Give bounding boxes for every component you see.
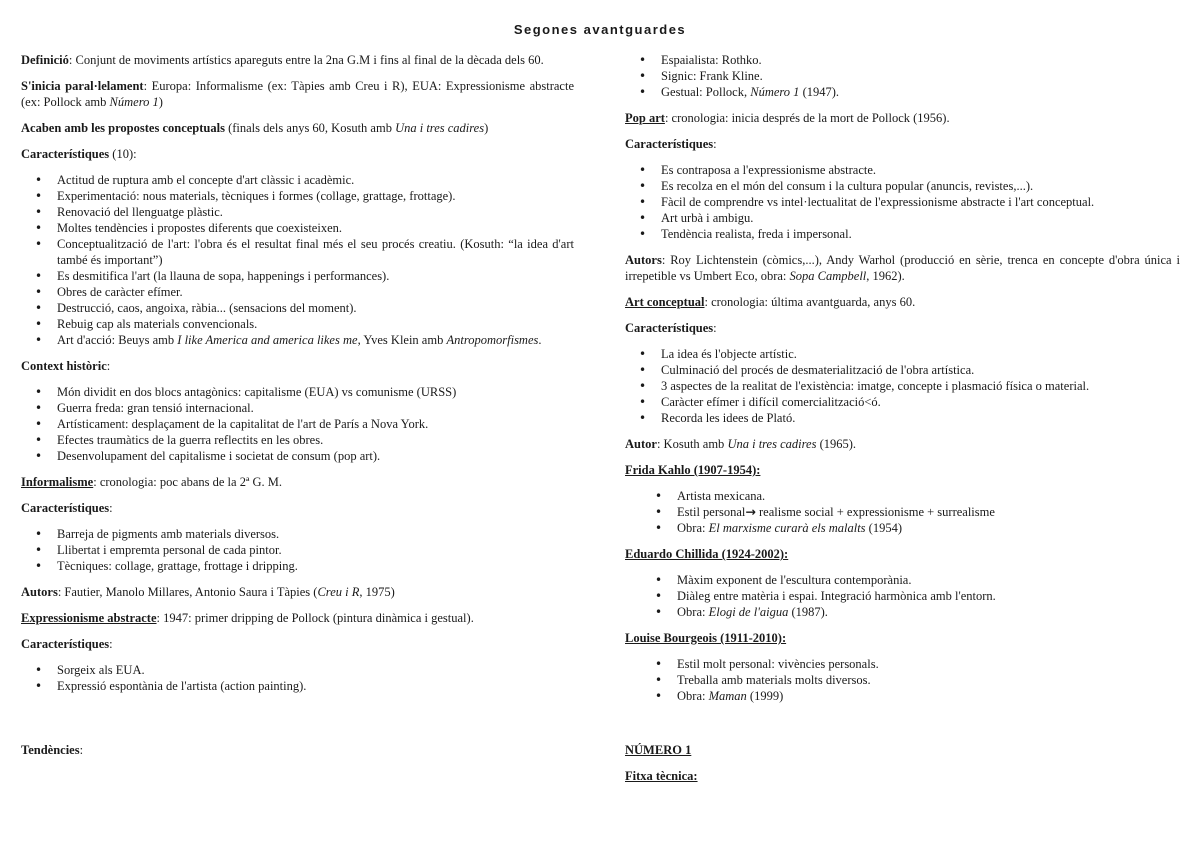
item-text: (1947). <box>799 85 840 99</box>
numero-heading <box>625 742 1180 758</box>
left-column <box>21 52 574 768</box>
numero-label: NÚMERO 1 <box>625 743 692 757</box>
list-item <box>57 332 574 348</box>
conc-caract-colon: : <box>713 321 717 335</box>
item-text: Obra: <box>677 605 709 619</box>
inf-autors-end: , 1975) <box>359 585 395 599</box>
list-item: • Actitud de ruptura amb el concepte d'art clàssic i acadèmic. <box>57 172 574 188</box>
list-item: • Es contraposa a l'expressionisme abstracte. <box>661 162 1180 178</box>
inicia-work: Número 1 <box>109 95 159 109</box>
inf-autors-label: Autors <box>21 585 58 599</box>
expr-caract-colon: : <box>109 637 113 651</box>
list-item <box>677 604 1180 620</box>
list-item: • Guerra freda: gran tensió internacional. <box>57 400 574 416</box>
acaben-label: Acaben amb les propostes conceptuals <box>21 121 225 135</box>
list-item: • Culminació del procés de desmaterialització de l'obra artística. <box>661 362 1180 378</box>
list-item: • Barreja de pigments amb materials diversos. <box>57 526 574 542</box>
list-item: • Moltes tendències i propostes diferents que coexisteixen. <box>57 220 574 236</box>
list-item: • Llibertat i empremta personal de cada pintor. <box>57 542 574 558</box>
inicia-paragraph <box>21 78 574 110</box>
chillida-heading <box>625 546 1180 562</box>
inf-caract-colon: : <box>109 501 113 515</box>
chillida-list <box>625 572 1180 620</box>
art-conceptual-list <box>625 346 1180 426</box>
list-item: • Signic: Frank Kline. <box>661 68 1180 84</box>
list-item: • Renovació del llenguatge plàstic. <box>57 204 574 220</box>
frida-list <box>625 488 1180 536</box>
inf-autors-paragraph <box>21 584 574 600</box>
spacer <box>21 704 574 742</box>
tendencies-heading <box>21 742 574 758</box>
arrow-icon: → <box>745 504 756 519</box>
informalisme-list <box>21 526 574 574</box>
list-item: • La idea és l'objecte artístic. <box>661 346 1180 362</box>
inf-caract-heading <box>21 500 574 516</box>
item-text: Gestual: Pollock, <box>661 85 751 99</box>
item-text: realisme social + expressionisme + surrealisme <box>755 505 995 519</box>
list-item: • Fàcil de comprendre vs intel·lectualitat de l'expressionisme abstracte i l'art conceptual. <box>661 194 1180 210</box>
informalisme-heading <box>21 474 574 490</box>
item-text: Obra: <box>677 689 709 703</box>
work-title: El marxisme curarà els malalts <box>708 521 866 535</box>
item-text: (1954) <box>865 521 902 535</box>
frida-heading <box>625 462 1180 478</box>
informalisme-label: Informalisme <box>21 475 94 489</box>
acaben-paragraph <box>21 120 574 136</box>
item-text: . <box>538 333 542 347</box>
pop-caract-colon: : <box>713 137 717 151</box>
bourgeois-label: Louise Bourgeois (1911-2010): <box>625 631 787 645</box>
pop-autors-paragraph <box>625 252 1180 284</box>
list-item: • 3 aspectes de la realitat de l'existència: imatge, concepte i plasmació física o material. <box>661 378 1180 394</box>
list-item: • Es recolza en el món del consum i la cultura popular (anuncis, revistes,...). <box>661 178 1180 194</box>
caracteristiques-list <box>21 172 574 348</box>
conc-caract-heading <box>625 320 1180 336</box>
conc-autor-paragraph <box>625 436 1180 452</box>
definicio-label: Definició <box>21 53 69 67</box>
conc-autor-end: (1965). <box>816 437 857 451</box>
list-item: • Caràcter efímer i difícil comercialització<ó. <box>661 394 1180 410</box>
work-title: Antropomorfismes <box>446 333 539 347</box>
list-item: • Recorda les idees de Plató. <box>661 410 1180 426</box>
list-item: • Experimentació: nous materials, tècniques i formes (collage, grattage, frottage). <box>57 188 574 204</box>
tendencies-colon: : <box>79 743 84 757</box>
item-text: Estil personal <box>677 505 746 519</box>
page-title: Segones avantguardes <box>513 22 687 37</box>
list-item: • Conceptualització de l'art: l'obra és el resultat final més el seu procés creatiu. (Kosuth: “la idea d'art també és important”) <box>57 236 574 268</box>
bourgeois-heading <box>625 630 1180 646</box>
chillida-label: Eduardo Chillida (1924-2002): <box>625 547 789 561</box>
expr-caract-heading <box>21 636 574 652</box>
inf-autors-text: : Fautier, Manolo Millares, Antonio Saura i Tàpies ( <box>57 585 318 599</box>
pop-autors-text: : Roy Lichtenstein (còmics,...), Andy Warhol (producció en sèrie, trenca en concepte d'obra única i irrepetible vs Umbert Eco, obra: <box>625 253 1180 283</box>
pop-art-label: Pop art <box>625 111 665 125</box>
definicio-paragraph <box>21 52 574 68</box>
list-item: • Tècniques: collage, grattage, frottage i dripping. <box>57 558 574 574</box>
list-item: • Destrucció, caos, angoixa, ràbia... (sensacions del moment). <box>57 300 574 316</box>
definicio-text: : Conjunt de moviments artístics apareguts entre la 2na G.M i fins al final de la dècada dels 60. <box>68 53 544 67</box>
list-item: • Espaialista: Rothko. <box>661 52 1180 68</box>
list-item <box>661 84 1180 100</box>
acaben-work: Una i tres cadires <box>395 121 485 135</box>
pop-caract-heading <box>625 136 1180 152</box>
list-item: • Efectes traumàtics de la guerra reflectits en les obres. <box>57 432 574 448</box>
item-text: (1999) <box>746 689 784 703</box>
list-item: • Expressió espontània de l'artista (action painting). <box>57 678 574 694</box>
inicia-label: S'inicia paral·lelament <box>21 79 144 93</box>
pop-autors-end: , 1962). <box>866 269 905 283</box>
conc-autor-text: : Kosuth amb <box>656 437 728 451</box>
context-colon: : <box>106 359 111 373</box>
art-conceptual-text: : cronologia: última avantguarda, anys 60. <box>704 295 916 309</box>
list-item <box>677 520 1180 536</box>
tendencies-label: Tendències <box>21 743 80 757</box>
inicia-text: : Europa: Informalisme (ex: Tàpies amb Creu i R), EUA: Expressionisme abstracte (ex: Pollock amb <box>21 79 574 109</box>
inf-caract-label: Característiques <box>21 501 110 515</box>
work-title: Elogi de l'aigua <box>708 605 789 619</box>
pop-art-heading <box>625 110 1180 126</box>
item-text: (1987). <box>788 605 828 619</box>
list-item: • Màxim exponent de l'escultura contemporània. <box>677 572 1180 588</box>
context-label: Context històric <box>21 359 107 373</box>
pop-caract-label: Característiques <box>625 137 714 151</box>
list-item: • Sorgeix als EUA. <box>57 662 574 678</box>
expressionisme-list <box>21 662 574 694</box>
list-item: • Desenvolupament del capitalisme i societat de consum (pop art). <box>57 448 574 464</box>
caracteristiques-label: Característiques <box>21 147 110 161</box>
work-title: I like America and america likes me <box>177 333 358 347</box>
right-column <box>625 52 1180 794</box>
expressionisme-text: : 1947: primer dripping de Pollock (pintura dinàmica i gestual). <box>156 611 474 625</box>
bourgeois-list <box>625 656 1180 704</box>
inf-autors-work: Creu i R <box>317 585 360 599</box>
expr-caract-label: Característiques <box>21 637 110 651</box>
acaben-end: ) <box>484 121 489 135</box>
list-item: • Món dividit en dos blocs antagònics: capitalisme (EUA) vs comunisme (URSS) <box>57 384 574 400</box>
inicia-end: ) <box>158 95 163 109</box>
conc-autor-work: Una i tres cadires <box>727 437 817 451</box>
work-title: Número 1 <box>750 85 800 99</box>
art-conceptual-heading <box>625 294 1180 310</box>
art-conceptual-label: Art conceptual <box>625 295 705 309</box>
list-item: • Artista mexicana. <box>677 488 1180 504</box>
pop-art-text: : cronologia: inicia després de la mort de Pollock (1956). <box>664 111 950 125</box>
item-text: Obra: <box>677 521 709 535</box>
pop-autors-label: Autors <box>625 253 662 267</box>
work-title: Maman <box>708 689 747 703</box>
caracteristiques-heading <box>21 146 574 162</box>
list-item: • Obres de caràcter efímer. <box>57 284 574 300</box>
acaben-text: (finals dels anys 60, Kosuth amb <box>224 121 396 135</box>
list-item: • Estil molt personal: vivències personals. <box>677 656 1180 672</box>
list-item: • Rebuig cap als materials convencionals. <box>57 316 574 332</box>
list-item: • Art urbà i ambigu. <box>661 210 1180 226</box>
tendencies-list <box>625 52 1180 100</box>
list-item: • Es desmitifica l'art (la llauna de sopa, happenings i performances). <box>57 268 574 284</box>
conc-autor-label: Autor <box>625 437 657 451</box>
item-text: , Yves Klein amb <box>357 333 447 347</box>
list-item: • Diàleg entre matèria i espai. Integració harmònica amb l'entorn. <box>677 588 1180 604</box>
pop-autors-work: Sopa Campbell <box>789 269 867 283</box>
list-item: • Treballa amb materials molts diversos. <box>677 672 1180 688</box>
list-item: • Artísticament: desplaçament de la capitalitat de l'art de París a Nova York. <box>57 416 574 432</box>
expressionisme-label: Expressionisme abstracte <box>21 611 157 625</box>
context-heading <box>21 358 574 374</box>
fitxa-heading <box>625 768 1180 784</box>
fitxa-label: Fitxa tècnica: <box>625 769 698 783</box>
item-text: Art d'acció: Beuys amb <box>57 333 178 347</box>
list-item: • Tendència realista, freda i impersonal. <box>661 226 1180 242</box>
caracteristiques-count: (10): <box>109 147 137 161</box>
pop-art-list <box>625 162 1180 242</box>
expressionisme-heading <box>21 610 574 626</box>
list-item <box>677 504 1180 520</box>
spacer <box>625 714 1180 742</box>
context-list <box>21 384 574 464</box>
conc-caract-label: Característiques <box>625 321 714 335</box>
frida-label: Frida Kahlo (1907-1954): <box>625 463 761 477</box>
informalisme-text: : cronologia: poc abans de la 2ª G. M. <box>93 475 283 489</box>
list-item <box>677 688 1180 704</box>
